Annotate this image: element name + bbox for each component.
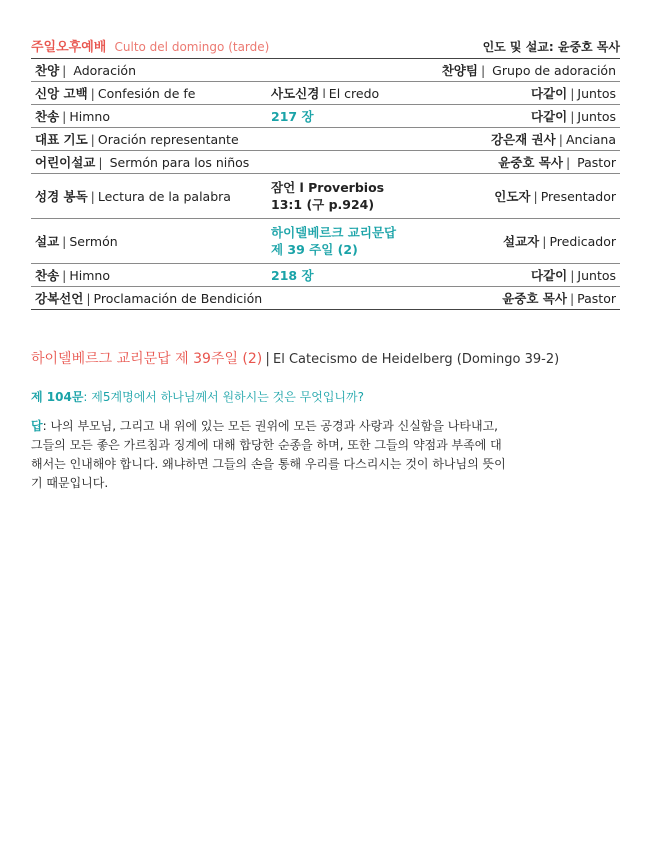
scripture-reference xyxy=(267,174,435,219)
question-label: 제 104문 xyxy=(31,390,84,404)
order-item: 찬양 | Adoración xyxy=(31,59,267,82)
order-detail xyxy=(267,151,435,174)
order-detail xyxy=(267,128,435,151)
order-person: 다같이 | Juntos xyxy=(435,105,620,128)
order-item: 찬송 | Himno xyxy=(31,105,267,128)
order-person: 다같이 | Juntos xyxy=(435,264,620,287)
order-person: 윤중호 목사 | Pastor xyxy=(435,151,620,174)
scripture-verse: 13:1 (구 p.924) xyxy=(271,197,375,212)
service-leader: 인도 및 설교: 윤중호 목사 xyxy=(482,40,620,54)
order-person: 설교자 | Predicador xyxy=(435,219,620,264)
order-detail: 사도신경 l El credo xyxy=(267,82,435,105)
order-person: 다같이 | Juntos xyxy=(435,82,620,105)
order-item: 대표 기도 | Oración representante xyxy=(31,128,267,151)
order-item: 설교 | Sermón xyxy=(31,219,267,264)
order-item: 강복선언 | Proclamación de Bendición xyxy=(31,287,267,310)
order-detail xyxy=(267,287,435,310)
service-title xyxy=(31,36,269,55)
answer-label: 답 xyxy=(31,419,43,433)
table-row xyxy=(31,151,620,174)
answer-text: : 나의 부모님, 그리고 내 위에 있는 모든 권위에 모든 공경과 사랑과 신실함을 나타내고, 그들의 모든 좋은 가르침과 징계에 대해 합당한 순종을 하며, 또한 그들의 약점과 부족에 대해서는 인내해야 합니다. 왜냐하면 그들의 손을 통해 우리를 다스리시는 것이 하나님의 뜻이기 때문입니다. xyxy=(31,419,506,490)
scripture-book: 잠언 l Proverbios xyxy=(271,180,385,195)
order-person: 인도자 | Presentador xyxy=(435,174,620,219)
catechism-title: 하이델베르그 교리문답 제 39주일 (2) | El Catecismo de Heidelberg (Domingo 39-2) xyxy=(31,351,560,367)
sermon-title xyxy=(267,219,435,264)
table-row xyxy=(31,82,620,105)
question-text: : 제5계명에서 하나님께서 원하시는 것은 무엇입니까? xyxy=(83,390,364,404)
order-item: 어린이설교 | Sermón para los niños xyxy=(31,151,267,174)
sermon-title-line2: 제 39 주일 (2) xyxy=(271,242,358,257)
catechism-title-es: El Catecismo de Heidelberg (Domingo 39-2) xyxy=(272,352,560,367)
service-title-es: Culto del domingo (tarde) xyxy=(114,40,270,54)
table-row xyxy=(31,174,620,219)
catechism-title-kr: 하이델베르그 교리문답 제 39주일 (2) xyxy=(31,351,263,367)
order-person: 강은재 권사 | Anciana xyxy=(435,128,620,151)
order-item: 찬송 | Himno xyxy=(31,264,267,287)
catechism-question xyxy=(31,388,620,405)
table-row xyxy=(31,264,620,287)
bulletin-page xyxy=(31,32,620,493)
order-item: 성경 봉독 | Lectura de la palabra xyxy=(31,174,267,219)
service-title-kr: 주일오후예배 xyxy=(31,40,107,55)
service-header xyxy=(31,32,620,58)
order-person: 윤중호 목사 | Pastor xyxy=(435,287,620,310)
order-person: 찬양팀 | Grupo de adoración xyxy=(435,59,620,82)
order-detail xyxy=(267,59,435,82)
table-row xyxy=(31,219,620,264)
table-row xyxy=(31,105,620,128)
hymn-number: 217 장 xyxy=(267,105,435,128)
catechism-answer xyxy=(31,417,511,493)
table-row xyxy=(31,59,620,82)
order-item: 신앙 고백 | Confesión de fe xyxy=(31,82,267,105)
sermon-title-line1: 하이델베르크 교리문답 xyxy=(271,225,397,240)
table-row xyxy=(31,287,620,310)
order-of-service-table xyxy=(31,58,620,310)
table-row xyxy=(31,128,620,151)
hymn-number: 218 장 xyxy=(267,264,435,287)
